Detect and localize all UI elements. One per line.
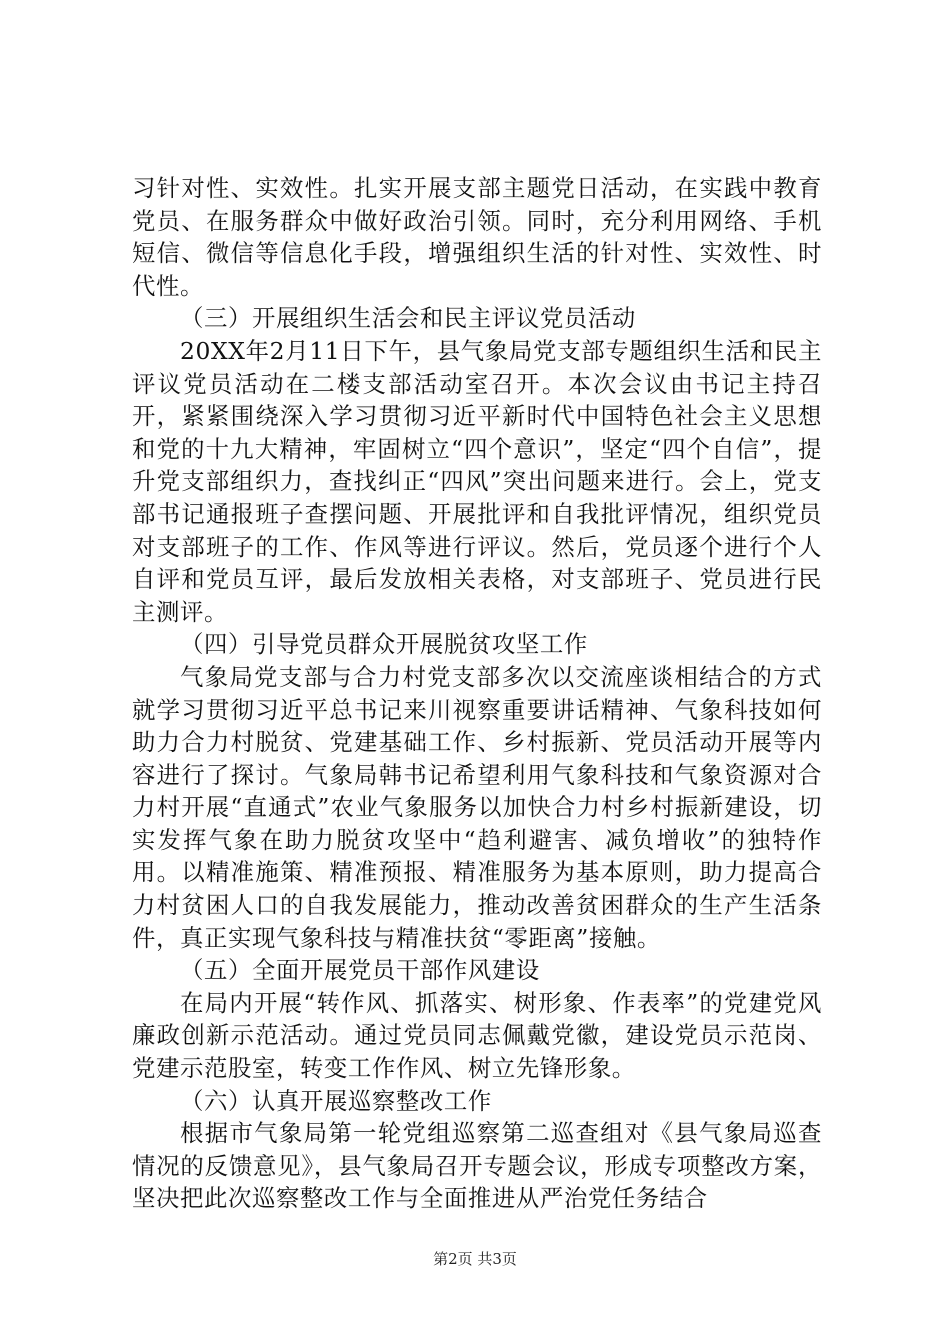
section-heading-4: （四）引导党员群众开展脱贫攻坚工作: [180, 630, 588, 659]
paragraph-section-4: 气象局党支部与合力村党支部多次以交流座谈相结合的方式就学习贯彻习近平总书记来川视察重要讲话精神、气象科技如何助力合力村脱贫、党建基础工作、乡村振新、党员活动开展等内容进行了探讨。气象局韩书记希望利用气象科技和气象资源对合力村开展“直通式”农业气象服务以加快合力村乡村振新建设，切实发挥气象在助力脱贫攻坚中“趋利避害、减负增收”的独特作用。以精准施策、精准预报、精准服务为基本原则，助力提高合力村贫困人口的自我发展能力，推动改善贫困群众的生产生活条件，真正实现气象科技与精准扶贫“零距离”接触。: [132, 662, 822, 952]
paragraph-section-3: 20XX年2月11日下午，县气象局党支部专题组织生活和民主评议党员活动在二楼支部活动室召开。本次会议由书记主持召开，紧紧围绕深入学习贯彻习近平新时代中国特色社会主义思想和党的十九大精神，牢固树立“四个意识”，坚定“四个自信”，提升党支部组织力，查找纠正“四风”突出问题来进行。会上，党支部书记通报班子查摆问题、开展批评和自我批评情况，组织党员对支部班子的工作、作风等进行评议。然后，党员逐个进行个人自评和党员互评，最后发放相关表格，对支部班子、党员进行民主测评。: [132, 336, 822, 626]
section-heading-6: （六）认真开展巡察整改工作: [180, 1086, 492, 1115]
paragraph-continuation: 习针对性、实效性。扎实开展支部主题党日活动，在实践中教育党员、在服务群众中做好政治引领。同时，充分利用网络、手机短信、微信等信息化手段，增强组织生活的针对性、实效性、时代性。: [132, 174, 822, 300]
section-heading-3: （三）开展组织生活会和民主评议党员活动: [180, 304, 636, 333]
paragraph-section-6: 根据市气象局第一轮党组巡察第二巡查组对《县气象局巡查情况的反馈意见》，县气象局召开专题会议，形成专项整改方案，坚决把此次巡察整改工作与全面推进从严治党任务结合: [132, 1119, 822, 1213]
page-number: 第2页 共3页: [433, 1250, 517, 1268]
document-body: [132, 172, 822, 1215]
paragraph-section-5: 在局内开展“转作风、抓落实、树形象、作表率”的党建党风廉政创新示范活动。通过党员同志佩戴党徽，建设党员示范岗、党建示范股室，转变工作作风、树立先锋形象。: [132, 988, 822, 1083]
section-heading-5: （五）全面开展党员干部作风建设: [180, 956, 540, 985]
page-footer: [0, 1248, 950, 1269]
